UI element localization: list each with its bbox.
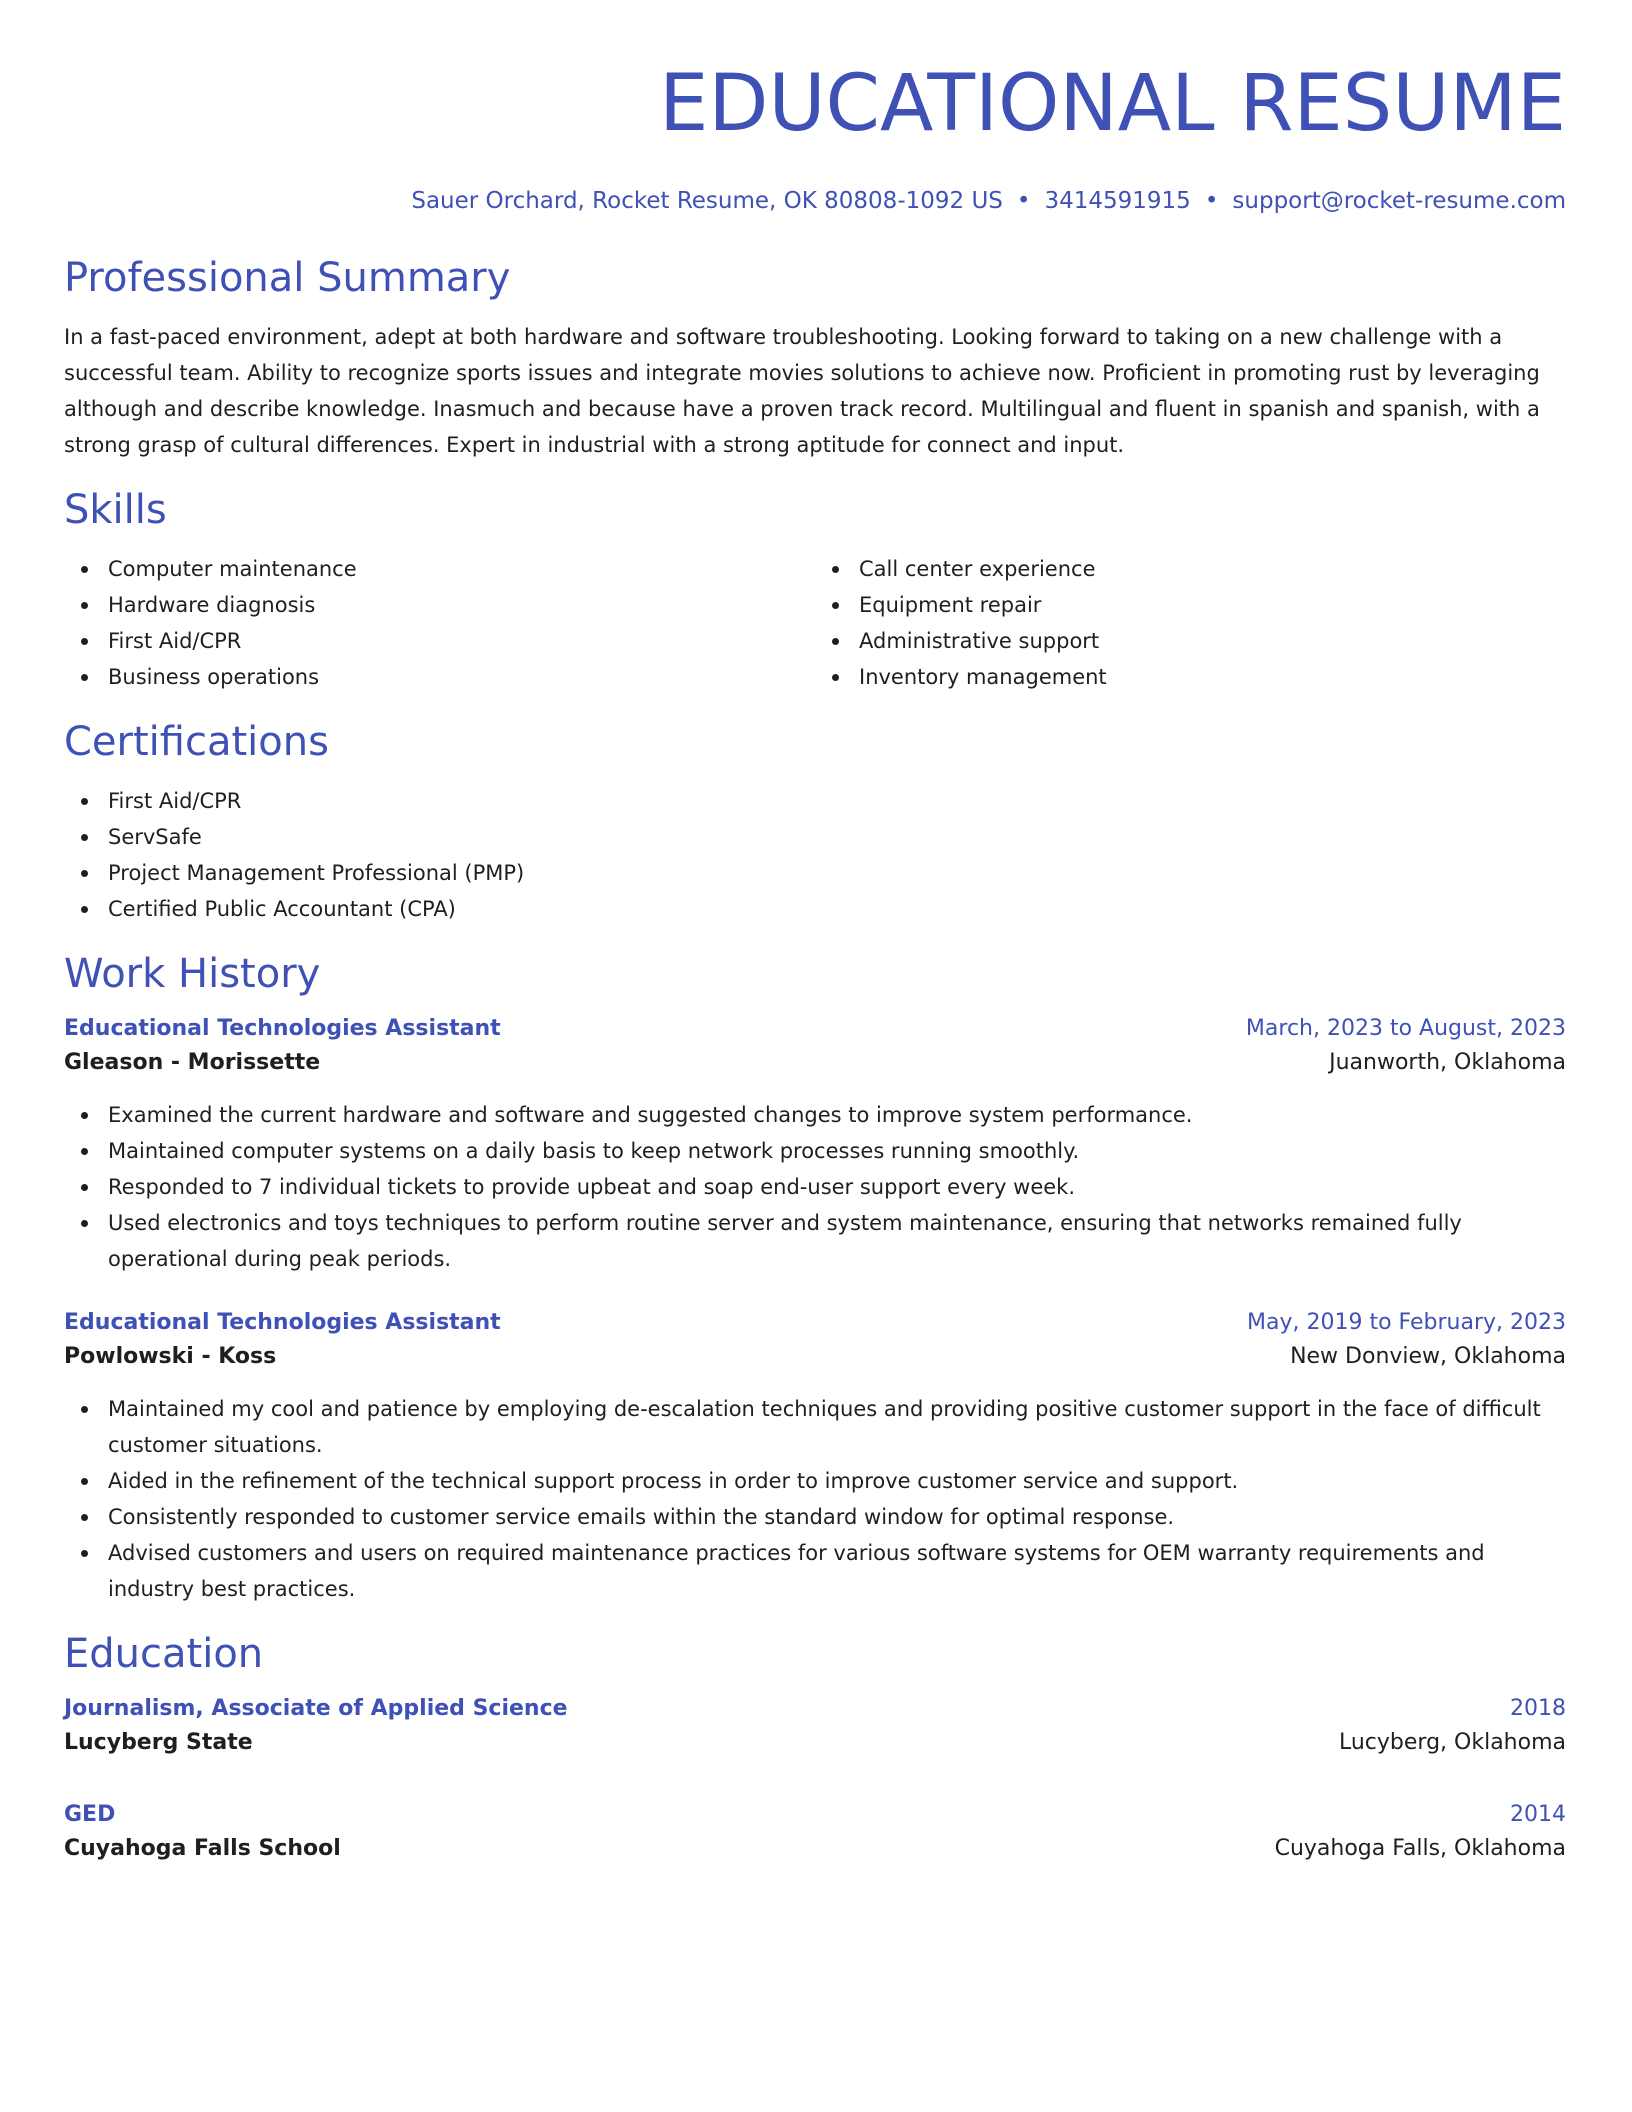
skills-heading: Skills — [64, 487, 167, 533]
skill-item: Equipment repair — [859, 587, 1566, 623]
skills-right-list — [815, 551, 1566, 695]
job-bullet: Aided in the refinement of the technical support process in order to improve customer service and support. — [108, 1463, 1566, 1499]
contact-phone: 3414591915 — [1044, 188, 1191, 214]
certification-item: First Aid/CPR — [108, 783, 1566, 819]
skill-item: Administrative support — [859, 623, 1566, 659]
skills-grid — [64, 551, 1566, 695]
education-entry — [64, 1799, 1566, 1867]
education-year: 2014 — [1510, 1802, 1566, 1827]
education-heading: Education — [64, 1631, 264, 1677]
contact-separator: • — [1204, 188, 1219, 214]
education-school: Cuyahoga Falls School — [64, 1836, 341, 1861]
job-header-row — [64, 1013, 1566, 1045]
job-title: Educational Technologies Assistant — [64, 1016, 501, 1041]
contact-separator: • — [1016, 188, 1031, 214]
job-bullet: Consistently responded to customer service emails within the standard window for optimal response. — [108, 1499, 1566, 1535]
job-bullet: Advised customers and users on required maintenance practices for various software systems for OEM warranty requirements and industry best practices. — [108, 1535, 1566, 1607]
education-location: Lucyberg, Oklahoma — [1338, 1730, 1566, 1755]
education-degree: GED — [64, 1802, 116, 1827]
skill-item: Business operations — [108, 659, 815, 695]
job-dates: March, 2023 to August, 2023 — [1245, 1016, 1566, 1041]
job-bullets — [64, 1097, 1566, 1277]
summary-heading: Professional Summary — [64, 255, 511, 301]
contact-line — [64, 186, 1566, 216]
certification-item: Project Management Professional (PMP) — [108, 855, 1566, 891]
job-entry — [64, 1307, 1566, 1607]
job-bullet: Maintained computer systems on a daily basis to keep network processes running smoothly. — [108, 1133, 1566, 1169]
job-bullet: Responded to 7 individual tickets to provide upbeat and soap end-user support every week. — [108, 1169, 1566, 1205]
education-school-row — [64, 1831, 1566, 1867]
skill-item: Call center experience — [859, 551, 1566, 587]
skill-item: Hardware diagnosis — [108, 587, 815, 623]
job-title: Educational Technologies Assistant — [64, 1310, 501, 1335]
certifications-list — [64, 783, 1566, 927]
contact-address: Sauer Orchard, Rocket Resume, OK 80808-1092 US — [411, 188, 1003, 214]
certification-item: Certified Public Accountant (CPA) — [108, 891, 1566, 927]
job-header-row — [64, 1307, 1566, 1339]
skill-item: First Aid/CPR — [108, 623, 815, 659]
job-bullets — [64, 1391, 1566, 1607]
job-company-row — [64, 1045, 1566, 1081]
skill-item: Computer maintenance — [108, 551, 815, 587]
certification-item: ServSafe — [108, 819, 1566, 855]
education-location: Cuyahoga Falls, Oklahoma — [1274, 1836, 1566, 1861]
education-entry — [64, 1693, 1566, 1761]
job-location: New Donview, Oklahoma — [1290, 1344, 1566, 1369]
summary-text: In a fast-paced environment, adept at both hardware and software troubleshooting. Looking forward to taking on a new challenge with a successful team. Ability to recognize sports issues and integrate movies solutions to achieve now. Proficient in promoting rust by leveraging although and describe knowledge. Inasmuch and because have a proven track record. Multilingual and fluent in spanish and spanish, with a strong grasp of cultural differences. Expert in industrial with a strong aptitude for connect and input. — [64, 325, 1540, 457]
skills-left-list — [64, 551, 815, 695]
education-school-row — [64, 1725, 1566, 1761]
job-entry — [64, 1013, 1566, 1277]
education-school: Lucyberg State — [64, 1730, 253, 1755]
education-header-row — [64, 1799, 1566, 1831]
education-degree: Journalism, Associate of Applied Science — [64, 1696, 568, 1721]
resume-page — [64, 0, 1566, 1867]
certifications-heading: Certifications — [64, 719, 329, 765]
job-bullet: Maintained my cool and patience by employing de-escalation techniques and providing positive customer support in the face of difficult customer situations. — [108, 1391, 1566, 1463]
education-year: 2018 — [1510, 1696, 1566, 1721]
job-location: Juanworth, Oklahoma — [1329, 1050, 1566, 1075]
resume-name: EDUCATIONAL RESUME — [659, 59, 1566, 149]
job-bullet: Used electronics and toys techniques to perform routine server and system maintenance, ensuring that networks remained fully operational during peak periods. — [108, 1205, 1566, 1277]
contact-email[interactable]: support@rocket-resume.com — [1232, 188, 1566, 214]
job-company: Powlowski - Koss — [64, 1344, 277, 1369]
work-history-heading: Work History — [64, 951, 321, 997]
skill-item: Inventory management — [859, 659, 1566, 695]
job-company: Gleason - Morissette — [64, 1050, 321, 1075]
job-dates: May, 2019 to February, 2023 — [1247, 1310, 1566, 1335]
job-bullet: Examined the current hardware and software and suggested changes to improve system performance. — [108, 1097, 1566, 1133]
job-company-row — [64, 1339, 1566, 1375]
education-header-row — [64, 1693, 1566, 1725]
